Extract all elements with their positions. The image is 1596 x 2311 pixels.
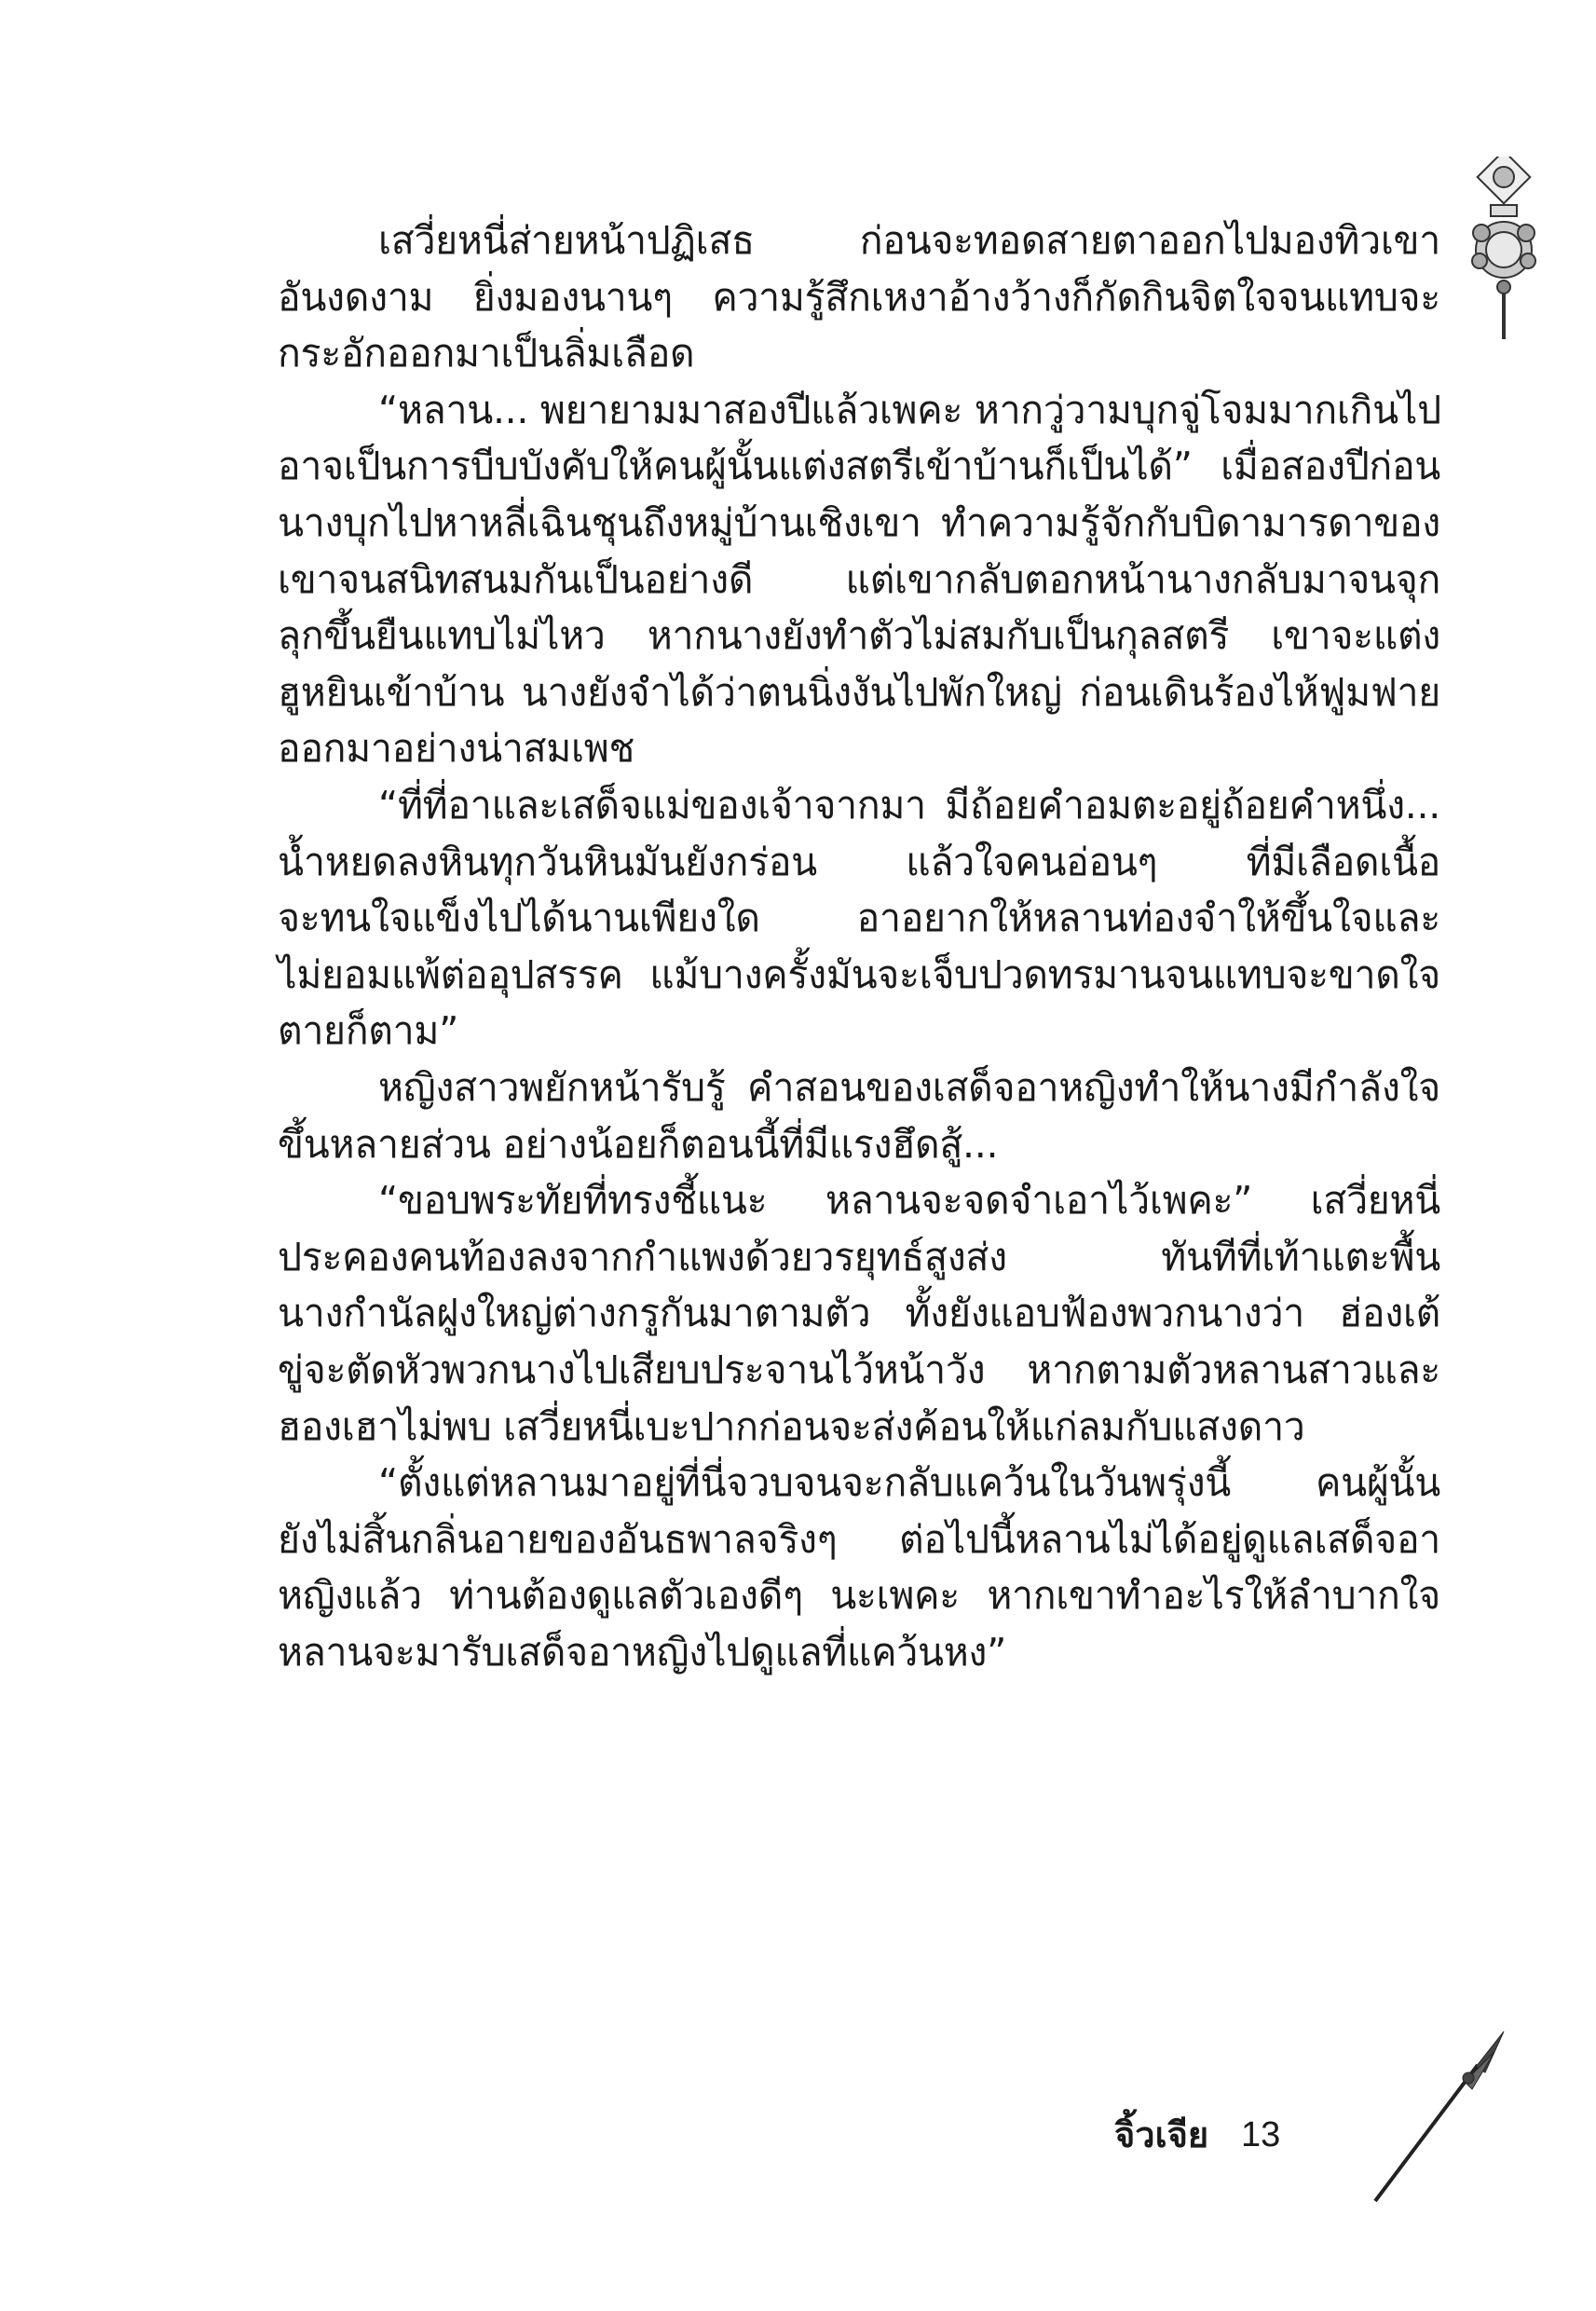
text-line: จะทนใจแข็งไปได้นานเพียงใด อาอยากให้หลานท่องจำให้ขึ้นใจและ — [278, 896, 1440, 941]
text-line: เขาจนสนิทสนมกันเป็นอย่างดี แต่เขากลับตอกหน้านางกลับมาจนจุก — [278, 556, 1440, 602]
text-line: อันงดงาม ยิ่งมองนานๆ ความรู้สึกเหงาอ้างว้างก็กัดกินจิตใจจนแทบจะ — [278, 274, 1440, 320]
text-line: หลานจะมารับเสด็จอาหญิงไปดูแลที่แคว้นหง” — [278, 1630, 1007, 1675]
page-number: 13 — [1241, 2115, 1281, 2154]
text-line: “ที่ที่อาและเสด็จแม่ของเจ้าจากมา มีถ้อยคำอมตะอยู่ถ้อยคำหนึ่ง... — [378, 783, 1440, 827]
text-line: เสวี่ยหนี่ส่ายหน้าปฏิเสธ ก่อนจะทอดสายตาออกไปมองทิวเขา — [378, 218, 1440, 263]
text-line: หญิงสาวพยักหน้ารับรู้ คำสอนของเสด็จอาหญิงทำให้นางมีกำลังใจ — [378, 1065, 1440, 1110]
spear-icon — [1368, 2028, 1507, 2205]
text-line: นางบุกไปหาหลี่เฉินชุนถึงหมู่บ้านเชิงเขา ทำความรู้จักกับบิดามารดาของ — [278, 500, 1440, 545]
text-line: ลุกขึ้นยืนแทบไม่ไหว หากนางยังทำตัวไม่สมกับเป็นกุลสตรี เขาจะแต่ง — [278, 613, 1440, 659]
text-line: ขู่จะตัดหัวพวกนางไปเสียบประจานไว้หน้าวัง หากตามตัวหลานสาวและ — [278, 1347, 1440, 1392]
text-line: กระอักออกมาเป็นลิ่มเลือด — [278, 331, 695, 376]
decorative-chinese-knot-icon — [1465, 157, 1543, 343]
text-line: นางกำนัลฝูงใหญ่ต่างกรูกันมาตามตัว ทั้งยังแอบฟ้องพวกนางว่า ฮ่องเต้ — [278, 1291, 1440, 1336]
text-line: ตายก็ตาม” — [278, 1008, 459, 1054]
text-line: “ขอบพระทัยที่ทรงชี้แนะ หลานจะจดจำเอาไว้เพคะ” เสวี่ยหนี่ — [378, 1178, 1440, 1224]
text-line: ยังไม่สิ้นกลิ่นอายของอันธพาลจริงๆ ต่อไปนี้หลานไม่ได้อยู่ดูแลเสด็จอา — [278, 1516, 1440, 1562]
text-line: ฮูหยินเข้าบ้าน นางยังจำได้ว่าตนนิ่งงันไปพักใหญ่ ก่อนเดินร้องไห้ฟูมฟาย — [278, 669, 1440, 715]
text-line: น้ำหยดลงหินทุกวันหินมันยังกร่อน แล้วใจคนอ่อนๆ ที่มีเลือดเนื้อ — [278, 839, 1440, 884]
text-line: “ตั้งแต่หลานมาอยู่ที่นี่จวบจนจะกลับแคว้นในวันพรุ่งนี้ คนผู้นั้น — [378, 1460, 1440, 1506]
text-line: ประคองคนท้องลงจากกำแพงด้วยวรยุทธ์สูงส่ง ทันทีที่เท้าแตะพื้น — [278, 1234, 1440, 1279]
text-line: ฮองเฮาไม่พบ เสวี่ยหนี่เบะปากก่อนจะส่งค้อนให้แก่ลมกับแสงดาว — [278, 1403, 1305, 1449]
text-line: อาจเป็นการบีบบังคับให้คนผู้นั้นแต่งสตรีเข้าบ้านก็เป็นได้” เมื่อสองปีก่อน — [278, 444, 1440, 489]
text-line: ขึ้นหลายส่วน อย่างน้อยก็ตอนนี้ที่มีแรงฮึดสู้... — [278, 1121, 999, 1167]
text-line: “หลาน... พยายามมาสองปีแล้วเพคะ หากวู่วามบุกจู่โจมมากเกินไป — [378, 387, 1441, 432]
text-line: ออกมาอย่างน่าสมเพช — [278, 726, 634, 772]
text-line: หญิงแล้ว ท่านต้องดูแลตัวเองดีๆ นะเพคะ หากเขาทำอะไรให้ลำบากใจ — [278, 1573, 1440, 1619]
text-line: ไม่ยอมแพ้ต่ออุปสรรค แม้บางครั้งมันจะเจ็บปวดทรมานจนแทบจะขาดใจ — [278, 951, 1440, 997]
book-title: จิ้วเจีย — [1114, 2113, 1209, 2155]
